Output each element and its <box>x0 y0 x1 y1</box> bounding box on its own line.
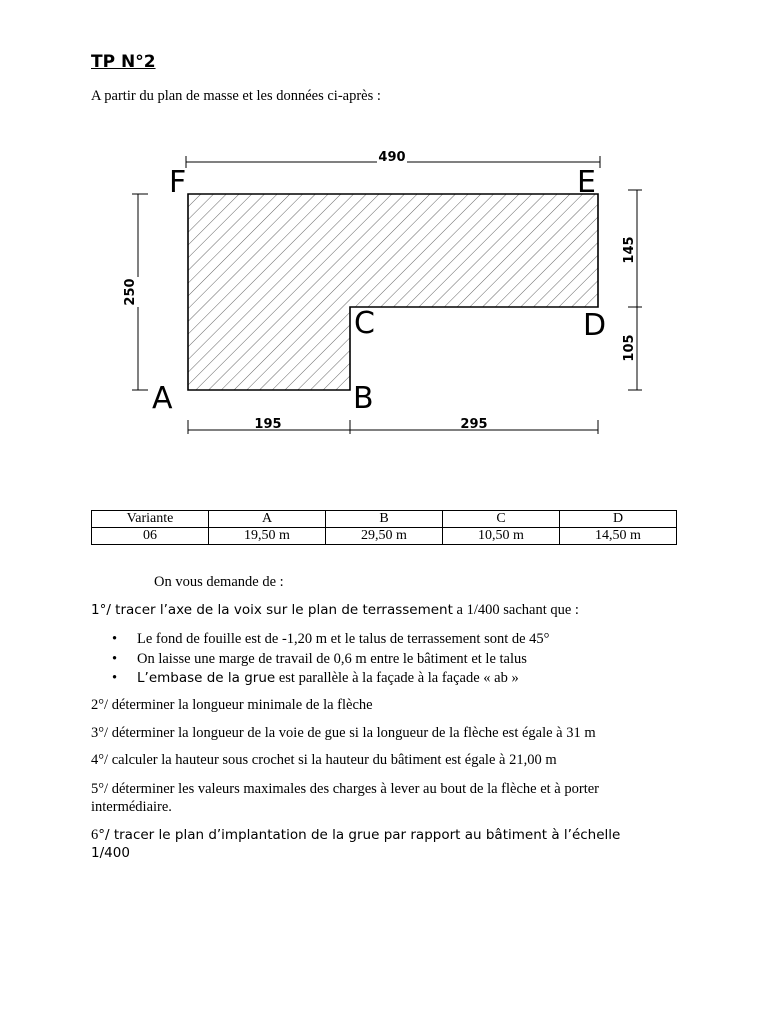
list-item <box>137 669 550 689</box>
dim-left-label: 250 <box>123 278 138 306</box>
variants-table <box>91 510 677 545</box>
table-header: Variante <box>92 511 209 528</box>
page-title: TP N°2 <box>91 52 156 72</box>
question-2: 2°/ déterminer la longueur minimale de la flèche <box>91 697 373 713</box>
question-1-rest: a 1/400 sachant que : <box>452 602 579 618</box>
table-header: A <box>209 511 326 528</box>
dim-bottom-left-label: 195 <box>254 417 282 432</box>
table-header: B <box>326 511 443 528</box>
point-E: E <box>577 165 596 200</box>
question-6-rest: °/ tracer le plan d’implantation de la grue par rapport au bâtiment à l’échelle 1/400 <box>91 827 621 861</box>
table-row <box>92 528 677 545</box>
question-3: 3°/ déterminer la longueur de la voie de gue si la longueur de la flèche est égale à 31 m <box>91 725 596 741</box>
table-header-row <box>92 511 677 528</box>
table-header: D <box>560 511 677 528</box>
table-cell: 10,50 m <box>443 528 560 545</box>
intro-text: A partir du plan de masse et les données ci-après : <box>91 88 381 104</box>
point-F: F <box>169 165 187 200</box>
point-C: C <box>354 306 375 341</box>
question-5: 5°/ déterminer les valeurs maximales des charges à lever au bout de la flèche et à porter intermédiaire. <box>91 781 599 815</box>
table-cell: 29,50 m <box>326 528 443 545</box>
question-6 <box>91 826 651 862</box>
question-4: 4°/ calculer la hauteur sous crochet si la hauteur du bâtiment est égale à 21,00 m <box>91 752 557 768</box>
point-D: D <box>583 308 607 343</box>
bullet-3-lead: L’embase de la grue <box>137 670 276 686</box>
table-header: C <box>443 511 560 528</box>
dim-top-label: 490 <box>378 150 406 165</box>
question-1-lead: 1°/ tracer l’axe de la voix sur le plan de terrassement <box>91 602 453 618</box>
list-item: • Le fond de fouille est de -1,20 m et le talus de terrassement sont de 45° <box>137 630 550 650</box>
site-plan <box>0 0 768 460</box>
dim-right-lower-label: 105 <box>622 334 637 362</box>
table-cell: 19,50 m <box>209 528 326 545</box>
point-B: B <box>353 381 374 416</box>
dim-bottom-right-label: 295 <box>460 417 488 432</box>
question-1 <box>91 601 651 619</box>
ask-text: On vous demande de : <box>154 574 284 590</box>
table-cell: 06 <box>92 528 209 545</box>
building-footprint <box>188 194 598 390</box>
bullet-3-rest: est parallèle à la façade à la façade « ab » <box>275 670 519 686</box>
table-cell: 14,50 m <box>560 528 677 545</box>
dim-right-upper-label: 145 <box>622 236 637 264</box>
bullet-list <box>91 630 550 689</box>
list-item: • On laisse une marge de travail de 0,6 m entre le bâtiment et le talus <box>137 650 550 670</box>
point-A: A <box>152 381 173 416</box>
question-6-num: 6 <box>91 827 99 843</box>
